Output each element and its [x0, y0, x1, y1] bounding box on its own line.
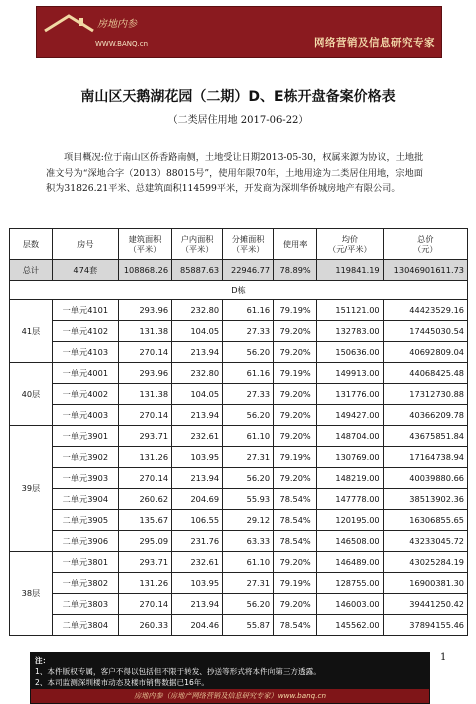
table-cell: 61.16: [223, 363, 274, 384]
table-cell: 78.54%: [274, 489, 317, 510]
column-header: 均价 （元/平米）: [317, 229, 384, 260]
table-cell: 56.20: [223, 405, 274, 426]
table-cell: 232.80: [172, 300, 223, 321]
table-row: [10, 384, 468, 405]
building-label-row: [10, 281, 468, 300]
price-table: [9, 228, 468, 636]
table-cell: 213.94: [172, 342, 223, 363]
floor-label: 39层: [10, 426, 53, 552]
table-row: [10, 594, 468, 615]
table-cell: 16306855.65: [383, 510, 467, 531]
table-cell: 131.26: [118, 573, 171, 594]
table-cell: 213.94: [172, 468, 223, 489]
notes-section: [30, 652, 430, 704]
page-title: 南山区天鹅湖花园（二期）D、E栋开盘备案价格表: [80, 89, 396, 105]
floor-label: 38层: [10, 552, 53, 636]
table-cell: 146003.00: [317, 594, 384, 615]
floor-label: 40层: [10, 363, 53, 426]
house-logo-icon: [43, 13, 95, 39]
table-cell: 85887.63: [172, 260, 223, 281]
table-cell: 78.89%: [274, 260, 317, 281]
table-cell: 119841.19: [317, 260, 384, 281]
table-cell: 79.19%: [274, 363, 317, 384]
note-line-2: 2、本司监测深圳楼市动态及楼市销售数据已16年。: [35, 678, 209, 687]
table-cell: 232.61: [172, 552, 223, 573]
table-cell: 一单元4003: [52, 405, 118, 426]
table-cell: 40692809.04: [383, 342, 467, 363]
table-cell: 293.71: [118, 426, 171, 447]
table-cell: 145562.00: [317, 615, 384, 636]
table-cell: 55.93: [223, 489, 274, 510]
table-cell: 108868.26: [118, 260, 171, 281]
table-cell: 149427.00: [317, 405, 384, 426]
table-cell: 27.31: [223, 447, 274, 468]
overview-label: 项目概况:: [64, 152, 104, 163]
table-cell: 37894155.46: [383, 615, 467, 636]
table-cell: 146489.00: [317, 552, 384, 573]
table-cell: 61.10: [223, 426, 274, 447]
table-cell: 103.95: [172, 447, 223, 468]
table-cell: 293.71: [118, 552, 171, 573]
overview-text: 位于南山区侨香路南侧，土地受让日期2013-05-30，权属来源为协议，土地批准文号为“深地合字（2013）88015号”，使用年限70年，土地用途为二类居住用地，宗地面积为31826.21平米、总建筑面积114599平米，开发商为深圳华侨城房地产有限公司。: [46, 152, 424, 194]
table-cell: 40366209.78: [383, 405, 467, 426]
table-cell: 103.95: [172, 573, 223, 594]
table-cell: 一单元3802: [52, 573, 118, 594]
table-cell: 17164738.94: [383, 447, 467, 468]
table-cell: 106.55: [172, 510, 223, 531]
table-cell: 78.54%: [274, 531, 317, 552]
table-cell: 131776.00: [317, 384, 384, 405]
table-cell: 270.14: [118, 594, 171, 615]
table-cell: 二单元3803: [52, 594, 118, 615]
column-header: 总价 （元）: [383, 229, 467, 260]
table-cell: 79.20%: [274, 468, 317, 489]
table-cell: 293.96: [118, 363, 171, 384]
table-cell: 132783.00: [317, 321, 384, 342]
notes-box: [31, 653, 429, 689]
column-header: 层数: [10, 229, 53, 260]
brand-slogan: 网络营销及信息研究专家: [314, 37, 435, 49]
table-cell: 130769.00: [317, 447, 384, 468]
table-cell: 213.94: [172, 405, 223, 426]
table-cell: 78.54%: [274, 510, 317, 531]
table-row: [10, 489, 468, 510]
brand-name: 房地内参: [97, 19, 137, 30]
table-cell: 148704.00: [317, 426, 384, 447]
table-row: [10, 447, 468, 468]
table-cell: 63.33: [223, 531, 274, 552]
table-cell: 79.19%: [274, 573, 317, 594]
table-cell: 78.54%: [274, 615, 317, 636]
table-cell: 44423529.16: [383, 300, 467, 321]
table-cell: 56.20: [223, 342, 274, 363]
table-cell: 一单元3901: [52, 426, 118, 447]
table-cell: 146508.00: [317, 531, 384, 552]
table-cell: 29.12: [223, 510, 274, 531]
table-cell: 260.33: [118, 615, 171, 636]
table-cell: 204.69: [172, 489, 223, 510]
table-cell: 27.33: [223, 321, 274, 342]
column-header: 房号: [52, 229, 118, 260]
header-banner: [36, 6, 442, 58]
table-cell: 17445030.54: [383, 321, 467, 342]
table-row: [10, 531, 468, 552]
table-row: [10, 573, 468, 594]
table-cell: 27.31: [223, 573, 274, 594]
table-cell: 79.20%: [274, 384, 317, 405]
table-cell: 13046901611.73: [383, 260, 467, 281]
notes-label: 注：: [35, 656, 51, 665]
table-cell: 232.61: [172, 426, 223, 447]
table-row: [10, 405, 468, 426]
table-cell: 204.46: [172, 615, 223, 636]
table-cell: 38513902.36: [383, 489, 467, 510]
column-header: 使用率: [274, 229, 317, 260]
table-cell: 270.14: [118, 405, 171, 426]
table-cell: 一单元3902: [52, 447, 118, 468]
footer-brand: 房地内参（房地产网络营销及信息研究专家）www.banq.cn: [31, 689, 429, 703]
column-header: 建筑面积 （平米）: [118, 229, 171, 260]
table-cell: 79.20%: [274, 342, 317, 363]
table-cell: 104.05: [172, 384, 223, 405]
table-cell: 总计: [10, 260, 53, 281]
table-cell: 二单元3905: [52, 510, 118, 531]
table-cell: 260.62: [118, 489, 171, 510]
table-header-row: [10, 229, 468, 260]
table-cell: 44068425.48: [383, 363, 467, 384]
table-cell: 79.19%: [274, 447, 317, 468]
table-cell: 135.67: [118, 510, 171, 531]
table-cell: 27.33: [223, 384, 274, 405]
table-row: [10, 552, 468, 573]
table-cell: 39441250.42: [383, 594, 467, 615]
column-header: 分摊面积 （平米）: [223, 229, 274, 260]
floor-label: 41层: [10, 300, 53, 363]
table-cell: 79.19%: [274, 300, 317, 321]
column-header: 户内面积 （平米）: [172, 229, 223, 260]
building-label: D栋: [10, 281, 468, 300]
table-cell: 79.20%: [274, 405, 317, 426]
table-row: [10, 321, 468, 342]
table-cell: 22946.77: [223, 260, 274, 281]
brand-site: WWW.BANQ.cn: [95, 40, 149, 48]
page-number: 1: [440, 652, 447, 663]
table-row: [10, 426, 468, 447]
table-cell: 131.38: [118, 321, 171, 342]
table-row: [10, 468, 468, 489]
note-line-1: 1、本件版权专属，客户不得以包括但不限于转发、抄送等形式将本件向第三方透露。: [35, 667, 321, 676]
table-cell: 43025284.19: [383, 552, 467, 573]
table-cell: 131.38: [118, 384, 171, 405]
table-row: [10, 510, 468, 531]
table-cell: 232.80: [172, 363, 223, 384]
table-row: [10, 342, 468, 363]
table-cell: 56.20: [223, 594, 274, 615]
table-cell: 148219.00: [317, 468, 384, 489]
table-cell: 79.20%: [274, 552, 317, 573]
table-cell: 149913.00: [317, 363, 384, 384]
project-overview: [46, 150, 430, 197]
table-cell: 一单元4002: [52, 384, 118, 405]
table-cell: 一单元4102: [52, 321, 118, 342]
table-cell: 61.10: [223, 552, 274, 573]
table-cell: 79.20%: [274, 594, 317, 615]
total-row: [10, 260, 468, 281]
table-cell: 104.05: [172, 321, 223, 342]
table-cell: 79.20%: [274, 321, 317, 342]
table-cell: 一单元3801: [52, 552, 118, 573]
table-cell: 一单元3903: [52, 468, 118, 489]
table-cell: 40039880.66: [383, 468, 467, 489]
table-cell: 270.14: [118, 468, 171, 489]
table-cell: 二单元3906: [52, 531, 118, 552]
table-cell: 43675851.84: [383, 426, 467, 447]
table-cell: 16900381.30: [383, 573, 467, 594]
table-cell: 120195.00: [317, 510, 384, 531]
table-cell: 295.09: [118, 531, 171, 552]
page-subtitle: （二类居住用地 2017-06-22）: [167, 115, 309, 126]
table-cell: 151121.00: [317, 300, 384, 321]
table-row: [10, 615, 468, 636]
table-cell: 一单元4103: [52, 342, 118, 363]
table-cell: 17312730.88: [383, 384, 467, 405]
table-row: [10, 300, 468, 321]
table-cell: 61.16: [223, 300, 274, 321]
table-cell: 128755.00: [317, 573, 384, 594]
table-cell: 131.26: [118, 447, 171, 468]
table-cell: 55.87: [223, 615, 274, 636]
table-cell: 474套: [52, 260, 118, 281]
table-cell: 一单元4101: [52, 300, 118, 321]
table-cell: 213.94: [172, 594, 223, 615]
table-cell: 270.14: [118, 342, 171, 363]
table-cell: 150636.00: [317, 342, 384, 363]
table-cell: 二单元3804: [52, 615, 118, 636]
table-cell: 一单元4001: [52, 363, 118, 384]
table-cell: 231.76: [172, 531, 223, 552]
table-cell: 147778.00: [317, 489, 384, 510]
table-cell: 293.96: [118, 300, 171, 321]
table-row: [10, 363, 468, 384]
table-cell: 56.20: [223, 468, 274, 489]
table-cell: 79.20%: [274, 426, 317, 447]
table-cell: 43233045.72: [383, 531, 467, 552]
table-cell: 二单元3904: [52, 489, 118, 510]
